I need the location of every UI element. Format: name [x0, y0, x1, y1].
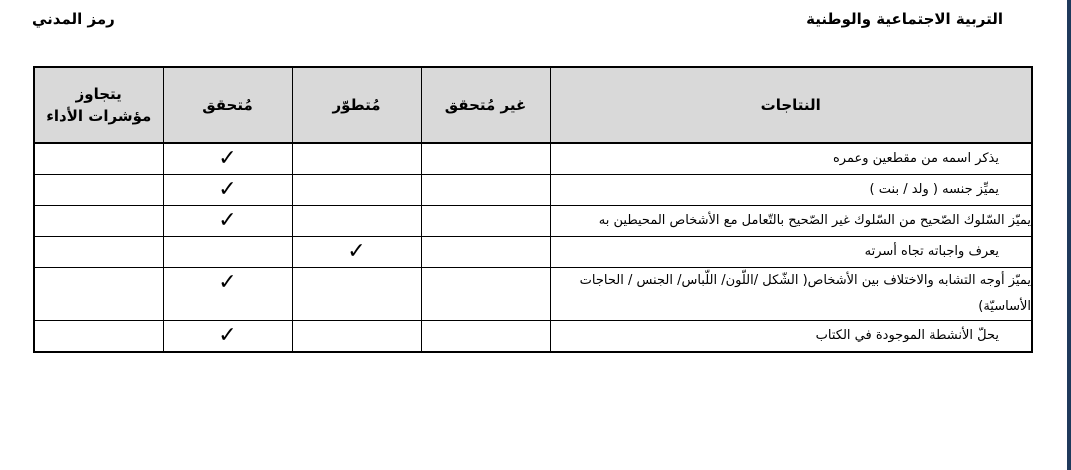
level-cell-achieved[interactable]	[163, 143, 292, 175]
table-row	[34, 175, 1032, 206]
outcomes-table-body	[34, 143, 1032, 352]
page-header	[0, 8, 1071, 36]
level-cell-not-achieved[interactable]	[421, 175, 550, 206]
level-cell-developing[interactable]	[292, 175, 421, 206]
table-row	[34, 321, 1032, 353]
column-header-outcome: النتاجات	[550, 67, 1032, 143]
table-row	[34, 143, 1032, 175]
table-row	[34, 268, 1032, 321]
level-cell-developing[interactable]	[292, 206, 421, 237]
outcome-text: يميّز السّلوك الصّحيح من السّلوك غير الصّحيح بالتّعامل مع الأشخاص المحيطين به	[550, 206, 1032, 237]
level-cell-achieved[interactable]	[163, 237, 292, 268]
outcome-text: يميِّز جنسه ( ولد / بنت )	[550, 175, 1032, 206]
check-icon: ✓	[218, 146, 237, 171]
check-icon: ✓	[218, 177, 237, 202]
column-header-exceeds-line1: يتجاوز	[75, 85, 122, 103]
column-header-not-achieved: غير مُتحقق	[421, 67, 550, 143]
level-cell-not-achieved[interactable]	[421, 268, 550, 321]
level-cell-not-achieved[interactable]	[421, 237, 550, 268]
level-cell-achieved[interactable]	[163, 206, 292, 237]
level-cell-developing[interactable]	[292, 143, 421, 175]
check-icon: ✓	[218, 270, 237, 295]
level-cell-achieved[interactable]	[163, 321, 292, 353]
level-cell-achieved[interactable]	[163, 268, 292, 321]
level-cell-exceeds[interactable]	[34, 321, 163, 353]
table-row	[34, 237, 1032, 268]
check-icon: ✓	[347, 239, 366, 264]
table-row	[34, 206, 1032, 237]
page-edge-border	[1067, 0, 1071, 470]
level-cell-exceeds[interactable]	[34, 206, 163, 237]
level-cell-exceeds[interactable]	[34, 143, 163, 175]
subject-title: التربية الاجتماعية والوطنية	[806, 10, 1003, 28]
level-cell-not-achieved[interactable]	[421, 321, 550, 353]
column-header-exceeds-line2: مؤشرات الأداء	[46, 107, 152, 125]
outcome-text: يعرف واجباته تجاه أسرته	[550, 237, 1032, 268]
level-cell-exceeds[interactable]	[34, 237, 163, 268]
level-cell-not-achieved[interactable]	[421, 206, 550, 237]
level-cell-developing[interactable]	[292, 268, 421, 321]
column-header-exceeds	[34, 67, 163, 143]
check-icon: ✓	[218, 208, 237, 233]
level-cell-developing[interactable]	[292, 321, 421, 353]
column-header-achieved: مُتحقق	[163, 67, 292, 143]
outcome-text: يميّز أوجه التشابه والاختلاف بين الأشخاص( الشّكل /اللّون/ اللّباس/ الجنس / الحاجات الأساسيّة)	[550, 268, 1032, 321]
level-cell-exceeds[interactable]	[34, 175, 163, 206]
table-header-row	[34, 67, 1032, 143]
column-header-developing: مُتطوّر	[292, 67, 421, 143]
outcome-text: يحلّ الأنشطة الموجودة في الكتاب	[550, 321, 1032, 353]
subject-code: رمز المدني	[32, 10, 115, 28]
level-cell-exceeds[interactable]	[34, 268, 163, 321]
level-cell-not-achieved[interactable]	[421, 143, 550, 175]
check-icon: ✓	[218, 323, 237, 348]
level-cell-developing[interactable]	[292, 237, 421, 268]
outcomes-table	[33, 66, 1033, 353]
outcome-text: يذكر اسمه من مقطعين وعمره	[550, 143, 1032, 175]
level-cell-achieved[interactable]	[163, 175, 292, 206]
